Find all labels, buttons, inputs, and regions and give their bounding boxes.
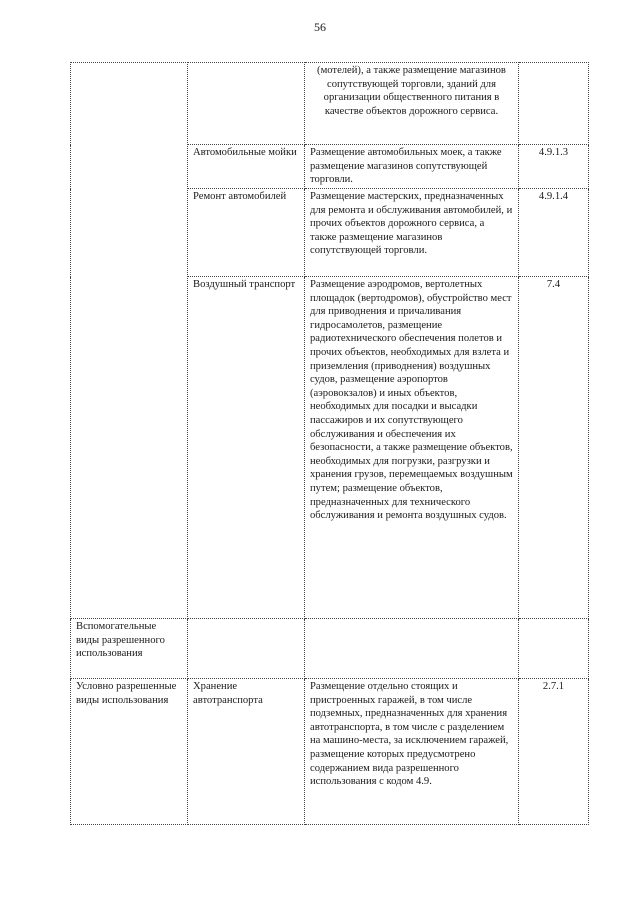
group-cell [71, 63, 188, 619]
group-cell: Вспомогательные виды разрешенного использования [71, 619, 188, 679]
name-cell: Ремонт автомобилей [188, 189, 305, 277]
code-cell: 2.7.1 [519, 679, 589, 825]
group-cell: Условно разрешенные виды использования [71, 679, 188, 825]
description-cell: Размещение отдельно стоящих и пристроенных гаражей, в том числе подземных, предназначенных для хранения автотранспорта, в том числе с разделением на машино-места, за исключением гаражей, размещение которых предусмотрено содержанием вида разрешенного использования с кодом 4.9. [305, 679, 519, 825]
description-cell: Размещение автомобильных моек, а также размещение магазинов сопутствующей торговли. [305, 145, 519, 189]
page-number: 56 [314, 20, 326, 34]
name-cell: Автомобильные мойки [188, 145, 305, 189]
description-cell [305, 619, 519, 679]
code-cell: 4.9.1.3 [519, 145, 589, 189]
name-cell [188, 63, 305, 145]
description-cell: Размещение аэродромов, вертолетных площадок (вертодромов), обустройство мест для приводнения и причаливания гидросамолетов, размещение радиотехнического обеспечения полетов и прочих объектов, необходимых для взлета и приземления (приводнения) воздушных судов, размещение аэропортов (аэровокзалов) и иных объектов, необходимых для посадки и высадки пассажиров и их сопутствующего обслуживания и обеспечения их безопасности, а также размещение объектов, необходимых для погрузки, разгрузки и хранения грузов, перемещаемых воздушным путем; размещение объектов, предназначенных для технического обслуживания и ремонта воздушных судов. [305, 277, 519, 619]
name-cell [188, 619, 305, 679]
description-cell: (мотелей), а также размещение магазинов сопутствующей торговли, зданий для организации общественного питания в качестве объектов дорожного сервиса. [305, 63, 519, 145]
code-cell: 4.9.1.4 [519, 189, 589, 277]
table-row [71, 63, 589, 145]
name-cell: Воздушный транспорт [188, 277, 305, 619]
land-use-table [70, 62, 589, 825]
table-row [71, 679, 589, 825]
description-cell: Размещение мастерских, предназначенных для ремонта и обслуживания автомобилей, и прочих объектов дорожного сервиса, а также размещение магазинов сопутствующей торговли. [305, 189, 519, 277]
code-cell [519, 619, 589, 679]
code-cell [519, 63, 589, 145]
name-cell: Хранение автотранспорта [188, 679, 305, 825]
code-cell: 7.4 [519, 277, 589, 619]
table-row [71, 619, 589, 679]
